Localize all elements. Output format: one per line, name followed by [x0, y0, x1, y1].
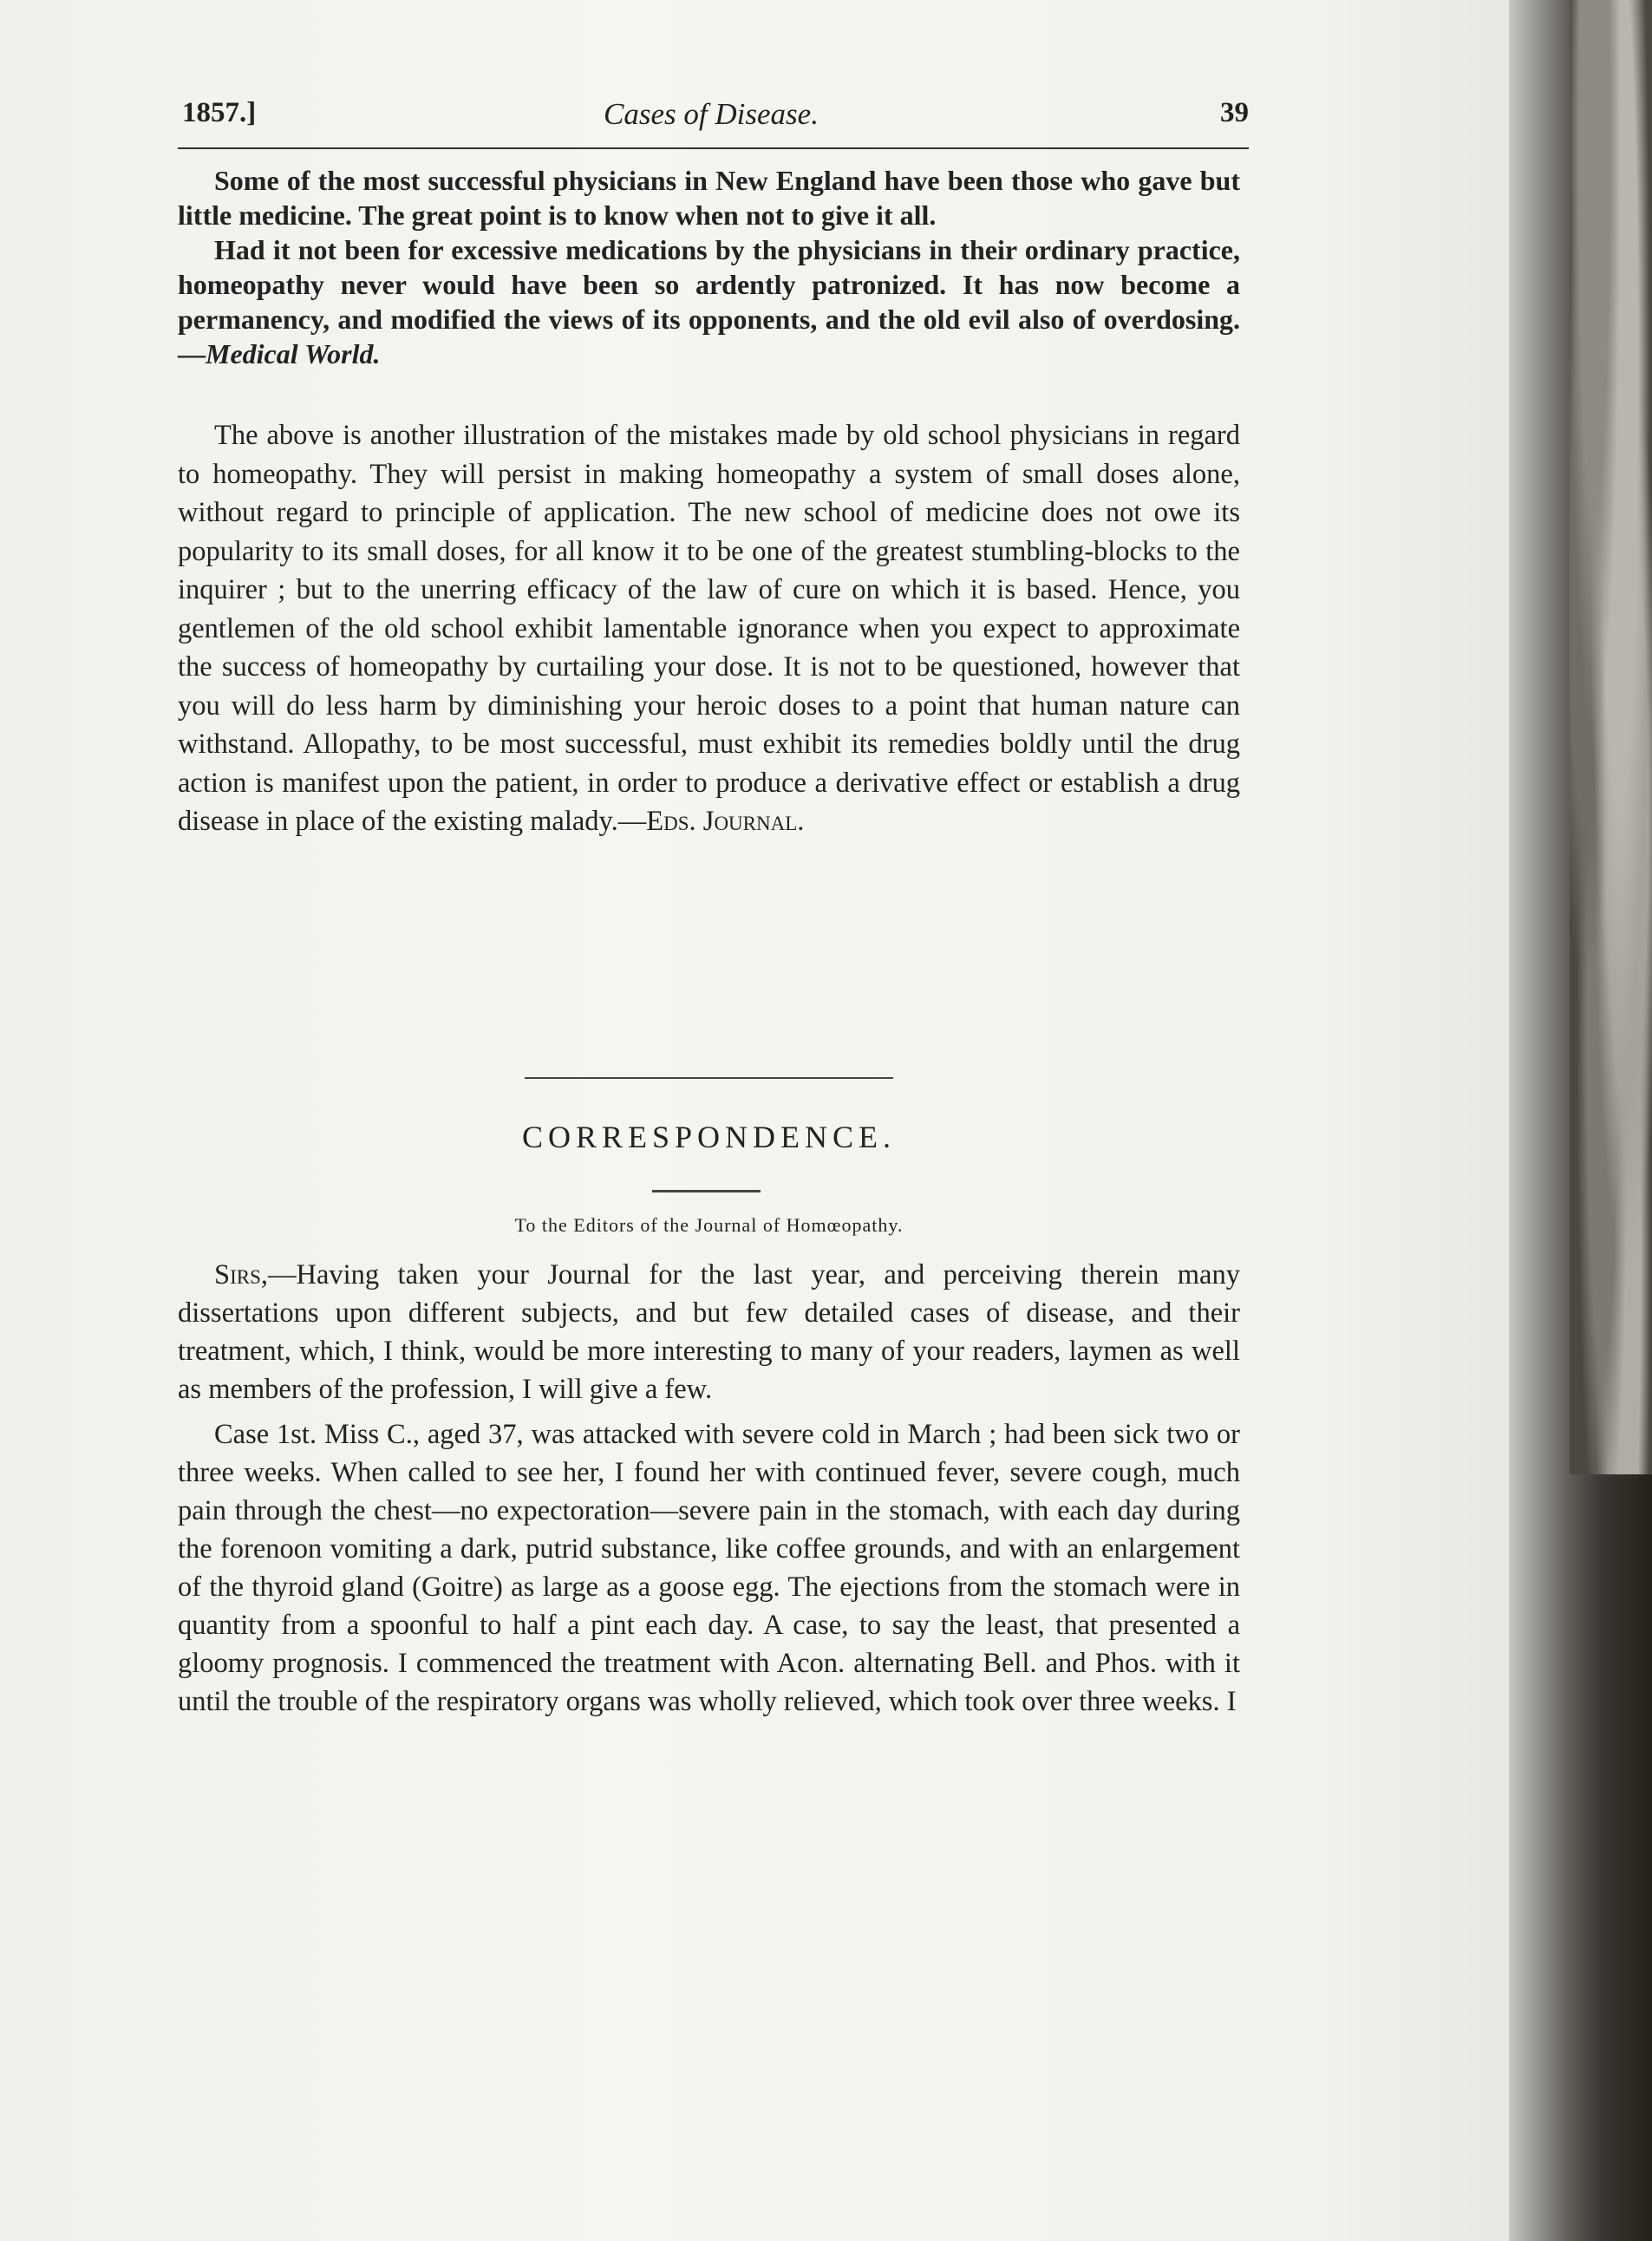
page-number: 39: [1220, 97, 1249, 128]
header-rule: [178, 147, 1249, 149]
section-heading: CORRESPONDENCE.: [521, 1120, 897, 1154]
letter-body: [178, 1256, 1240, 1721]
header-title: Cases of Disease.: [604, 97, 819, 131]
editor-note-paragraph: [178, 416, 1240, 841]
letter-paragraph: Case 1st. Miss C., aged 37, was attacked with severe cold in March ; had been sick two or three weeks. When called to see her, I found her with continued fever, severe cough, much pain through the chest—no expectoration—severe pain in the stomach, with each day during the forenoon vomiting a dark, putrid substance, like coffee grounds, and with an enlargement of the thyroid gland (Goitre) as large as a goose egg. The ejections from the stomach were in quantity from a spoonful to half a pint each day. A case, to say the least, that presented a gloomy prognosis. I commenced the treatment with Acon. alternating Bell. and Phos. with it until the trouble of the respiratory organs was wholly relieved, which took over three weeks. I: [178, 1419, 1240, 1717]
running-header: [173, 97, 1249, 149]
editor-note: [178, 416, 1240, 841]
letter-salutation: Sirs,: [214, 1259, 268, 1290]
quote-text: Had it not been for excessive medications by the physicians in their ordinary practice, homeopathy never would have been so ardently patronized. It has now become a permanency, and modified the views of its opponents, and the old evil also of overdosing.—: [178, 234, 1240, 369]
quote-source: Medical World.: [206, 338, 381, 369]
letter-paragraph: [178, 1256, 1240, 1408]
letter-text: —Having taken your Journal for the last year, and perceiving therein many dissertations upon different subjects, and but few detailed cases of disease, and their treatment, which, I think, would be more interesting to many of your readers, laymen as well as members of the profession, I will give a few.: [178, 1259, 1240, 1405]
quote-paragraph: Some of the most successful physicians in New England have been those who gave but little medicine. The great point is to know when not to give it all.: [178, 165, 1240, 231]
section-divider: [525, 1077, 893, 1079]
quoted-article: [178, 163, 1240, 371]
heading-underline: [652, 1190, 761, 1192]
editor-note-text: The above is another illustration of the mistakes made by old school physicians in regard to homeopathy. They will persist in making homeopathy a system of small doses alone, without regard to principle of application. The new school of medicine does not owe its popularity to its small doses, for all know it to be one of the greatest stumbling-blocks to the inquirer ; but to the unerring efficacy of the law of cure on which it is based. Hence, you gentlemen of the old school exhibit lamentable ignorance when you expect to approximate the success of homeopathy by curtailing your dose. It is not to be questioned, however that you will do less harm by diminishing your heroic doses to a point that human nature can withstand. Allopathy, to be most successful, must exhibit its remedies boldly until the drug action is manifest upon the patient, in order to produce a derivative effect or establish a drug disease in place of the existing malady.—: [178, 420, 1240, 837]
marbled-edge: [1570, 0, 1652, 1474]
letter-addressee: To the Editors of the Journal of Homœopathy.: [514, 1214, 904, 1236]
book-spine: [1509, 0, 1652, 2241]
editor-signature: Eds. Journal.: [646, 806, 805, 837]
quote-paragraph: [178, 232, 1240, 371]
header-year: 1857.]: [182, 97, 257, 128]
